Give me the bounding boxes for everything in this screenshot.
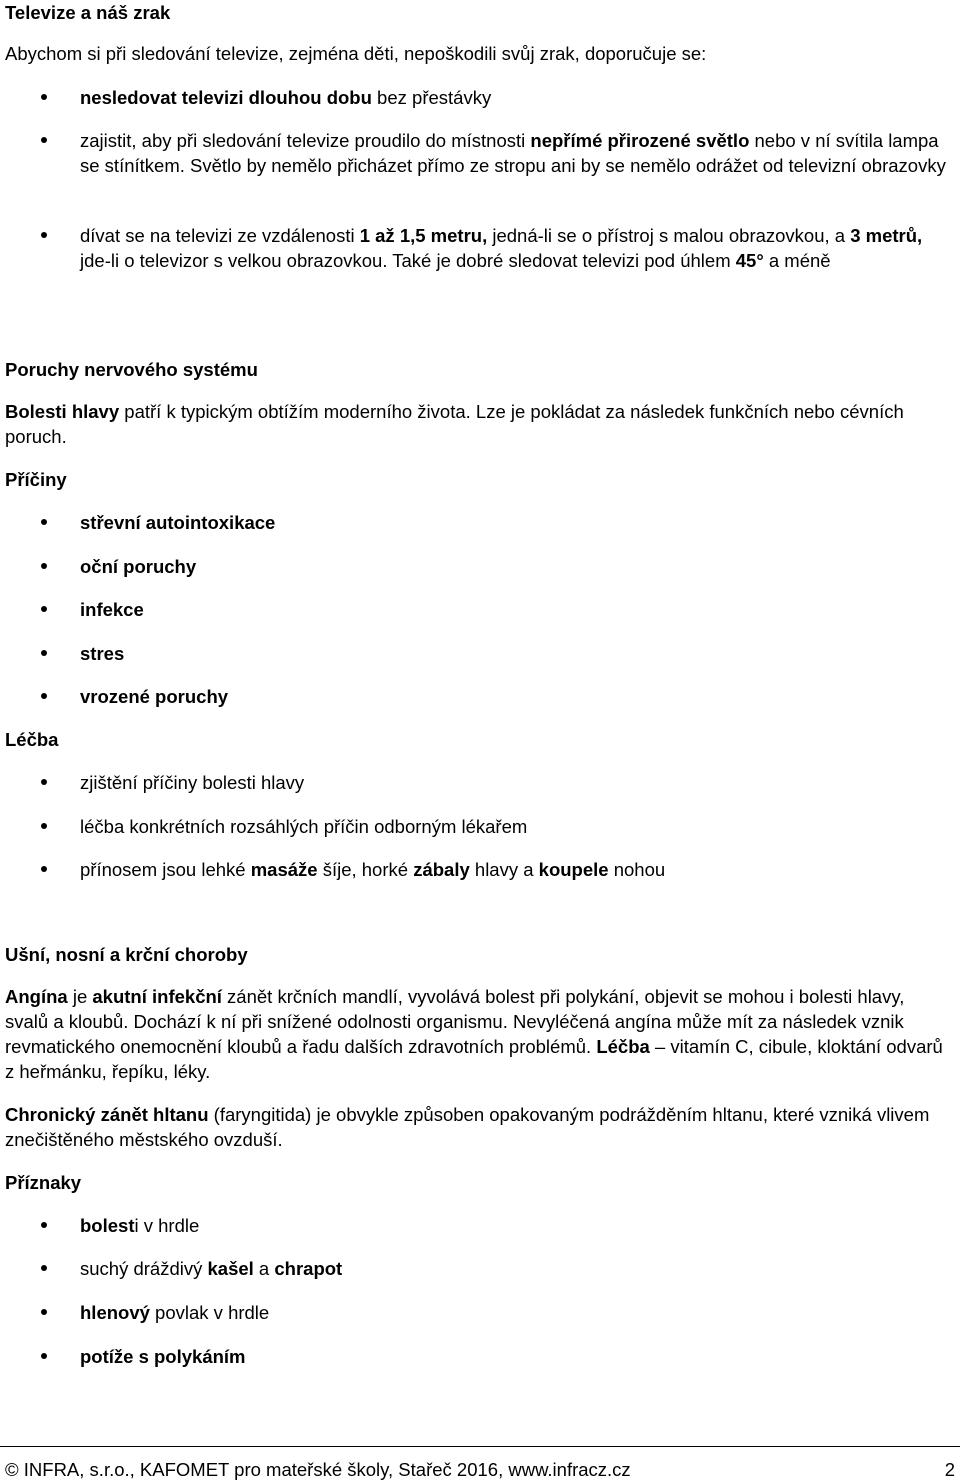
list-item: nesledovat televizi dlouhou dobu bez přestávky (0, 85, 948, 110)
list-item: přínosem jsou lehké masáže šíje, horké zábaly hlavy a koupele nohou (0, 857, 948, 882)
list-item: oční poruchy (0, 554, 948, 579)
section-title-ent: Ušní, nosní a krční choroby (5, 944, 248, 965)
bullet-icon (41, 779, 47, 785)
list-item: střevní autointoxikace (0, 510, 948, 535)
list-item: potíže s polykáním (0, 1344, 948, 1369)
list-item: hlenový povlak v hrdle (0, 1300, 948, 1325)
list-item: zajistit, aby při sledování televize proudilo do místnosti nepřímé přirozené světlo nebo v ní svítila lampa se stínítkem. Světlo by nemělo přicházet přímo ze stropu ani by se nemělo odrážet od televizní obrazovky (0, 128, 948, 178)
bullet-icon (41, 693, 47, 699)
list-item: infekce (0, 597, 948, 622)
tv-list-2 (0, 128, 948, 178)
treatment-list-1 (0, 770, 948, 795)
symptoms-title: Příznaky (5, 1172, 82, 1193)
bullet-icon (41, 650, 47, 656)
causes-list-3 (0, 597, 948, 622)
tv-list (0, 85, 948, 110)
causes-title: Příčiny (5, 469, 67, 490)
bullet-icon (41, 1265, 47, 1271)
angina-paragraph: Angína je akutní infekční zánět krčních mandlí, vyvolává bolest při polykání, objevit se mohou i bolesti hlavy, svalů a kloubů. Dochází k ní při snížené odolnosti organismu. Nevyléčená angína může mít za následek vznik revmatického onemocnění kloubů a řadu dalších zdravotních problémů. Léčba – vitamín C, cibule, kloktání odvarů z heřmánku, řepíku, léky. (5, 986, 943, 1082)
symptoms-list-2 (0, 1256, 948, 1281)
treatment-title: Léčba (5, 729, 59, 750)
nerv-paragraph: Bolesti hlavy patří k typickým obtížím moderního života. Lze je pokládat za následek funkčních nebo cévních poruch. (5, 401, 904, 447)
footer-text: © INFRA, s.r.o., KAFOMET pro mateřské školy, Stařeč 2016, www.infracz.cz (5, 1459, 631, 1480)
bullet-icon (41, 137, 47, 143)
bullet-icon (41, 1353, 47, 1359)
bullet-icon (41, 232, 47, 238)
treatment-list-3 (0, 857, 948, 882)
causes-list-1 (0, 510, 948, 535)
tv-intro: Abychom si při sledování televize, zejména děti, nepoškodili svůj zrak, doporučuje se: (5, 43, 707, 64)
bullet-icon (41, 823, 47, 829)
causes-list-4 (0, 641, 948, 666)
causes-list-5 (0, 684, 948, 709)
chronic-paragraph: Chronický zánět hltanu (faryngitida) je obvykle způsoben opakovaným podrážděním hltanu, které vzniká vlivem znečištěného městského ovzduší. (5, 1104, 930, 1150)
section-title-nerv: Poruchy nervového systému (5, 359, 258, 380)
footer-divider (0, 1446, 960, 1447)
bullet-icon (41, 1222, 47, 1228)
list-item: vrozené poruchy (0, 684, 948, 709)
symptoms-list-3 (0, 1300, 948, 1325)
bullet-icon (41, 94, 47, 100)
symptoms-list-1 (0, 1213, 948, 1238)
bullet-icon (41, 519, 47, 525)
causes-list-2 (0, 554, 948, 579)
list-item: zjištění příčiny bolesti hlavy (0, 770, 948, 795)
section-title-tv: Televize a náš zrak (5, 2, 171, 23)
list-item: bolesti v hrdle (0, 1213, 948, 1238)
bullet-icon (41, 866, 47, 872)
bullet-icon (41, 563, 47, 569)
page-number: 2 (944, 1459, 955, 1480)
bullet-icon (41, 1309, 47, 1315)
list-item: dívat se na televizi ze vzdálenosti 1 až 1,5 metru, jedná-li se o přístroj s malou obrazovkou, a 3 metrů, jde-li o televizor s velkou obrazovkou. Také je dobré sledovat televizi pod úhlem 45° a méně (0, 223, 948, 273)
treatment-list-2 (0, 814, 948, 839)
tv-list-3 (0, 223, 948, 273)
bullet-icon (41, 606, 47, 612)
symptoms-list-4 (0, 1344, 948, 1369)
list-item: léčba konkrétních rozsáhlých příčin odborným lékařem (0, 814, 948, 839)
list-item: suchý dráždivý kašel a chrapot (0, 1256, 948, 1281)
list-item: stres (0, 641, 948, 666)
